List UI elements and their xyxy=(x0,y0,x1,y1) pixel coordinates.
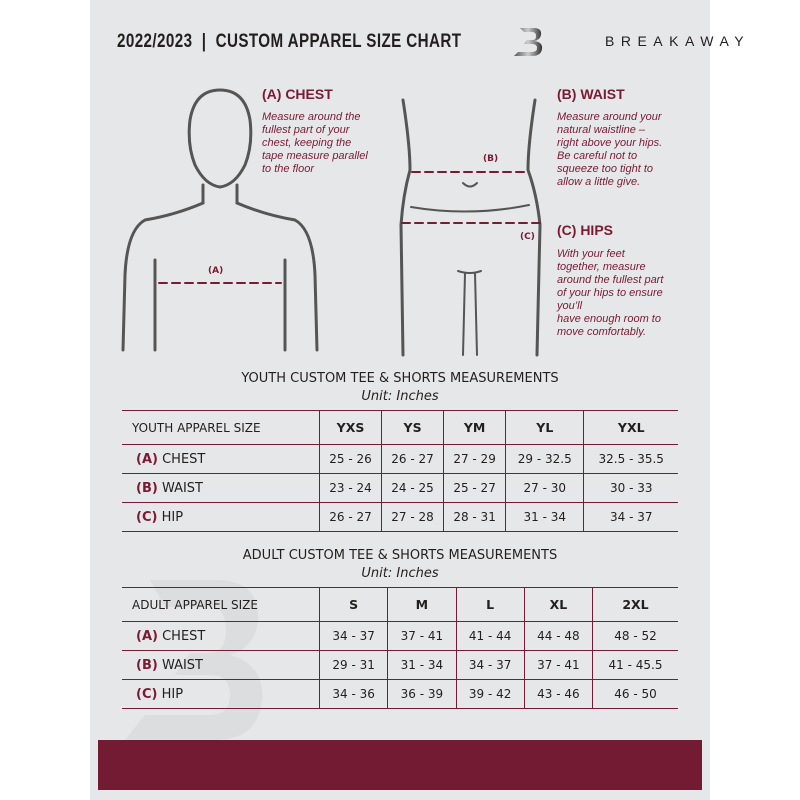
size-value-cell: 26 - 27 xyxy=(320,503,382,532)
size-value-cell: 32.5 - 35.5 xyxy=(584,445,678,474)
hips-description xyxy=(557,248,663,339)
size-value-cell: 25 - 27 xyxy=(444,474,506,503)
size-value-cell: 29 - 32.5 xyxy=(506,445,584,474)
size-value-cell: 37 - 41 xyxy=(388,622,456,651)
measurement-name: HIP xyxy=(161,509,184,525)
size-value-cell: 31 - 34 xyxy=(506,503,584,532)
measurement-name: HIP xyxy=(161,686,184,702)
size-value-cell: 31 - 34 xyxy=(388,651,456,680)
header-cell: M xyxy=(388,588,456,622)
table-row xyxy=(122,622,678,651)
size-value-cell: 41 - 45.5 xyxy=(593,651,679,680)
size-value-cell: 48 - 52 xyxy=(593,622,679,651)
hips-heading: (C) HIPS xyxy=(557,222,613,238)
desc-line: to the floor xyxy=(262,163,314,175)
chest-marker: (A) xyxy=(208,266,224,276)
youth-size-table xyxy=(122,410,678,532)
header-cell: L xyxy=(456,588,524,622)
size-value-cell: 29 - 31 xyxy=(320,651,388,680)
size-value-cell: 39 - 42 xyxy=(456,680,524,709)
chest-heading: (A) CHEST xyxy=(262,86,333,102)
header-cell: YL xyxy=(506,411,584,445)
size-value-cell: 44 - 48 xyxy=(524,622,592,651)
desc-line: together, measure xyxy=(557,261,646,273)
size-value-cell: 25 - 26 xyxy=(320,445,382,474)
measurement-label xyxy=(122,474,320,503)
size-value-cell: 37 - 41 xyxy=(524,651,592,680)
youth-section-title: YOUTH CUSTOM TEE & SHORTS MEASUREMENTS xyxy=(241,371,559,386)
youth-unit: Unit: Inches xyxy=(361,389,439,404)
measurement-name: WAIST xyxy=(161,657,204,673)
footer-bar xyxy=(98,740,702,790)
size-value-cell: 24 - 25 xyxy=(382,474,444,503)
size-value-cell: 28 - 31 xyxy=(444,503,506,532)
desc-line: allow a little give. xyxy=(557,176,641,188)
desc-line: have enough room to xyxy=(557,313,661,325)
adult-size-table xyxy=(122,587,678,709)
size-value-cell: 27 - 29 xyxy=(444,445,506,474)
chest-description xyxy=(262,111,368,176)
table-row xyxy=(122,651,678,680)
table-header-row xyxy=(122,411,678,445)
size-value-cell: 34 - 36 xyxy=(320,680,388,709)
measurement-label xyxy=(122,445,320,474)
measurement-code: (C) xyxy=(136,686,158,702)
torso-figure xyxy=(395,95,550,355)
measurement-name: CHEST xyxy=(162,628,206,644)
table-row xyxy=(122,680,678,709)
measurement-name: CHEST xyxy=(162,451,206,467)
header-cell: YXL xyxy=(584,411,678,445)
header-cell: S xyxy=(320,588,388,622)
hips-marker: (C) xyxy=(520,232,535,242)
waist-description xyxy=(557,111,662,189)
size-value-cell: 23 - 24 xyxy=(320,474,382,503)
desc-line: fullest part of your xyxy=(262,124,350,136)
measurement-label xyxy=(122,680,320,709)
desc-line: chest, keeping the xyxy=(262,137,352,149)
size-chart-page xyxy=(90,0,751,800)
waist-heading: (B) WAIST xyxy=(557,86,625,102)
desc-line: natural waistline – xyxy=(557,124,646,136)
measurement-name: WAIST xyxy=(161,480,204,496)
header-cell: 2XL xyxy=(593,588,679,622)
adult-section-title: ADULT CUSTOM TEE & SHORTS MEASUREMENTS xyxy=(242,548,558,563)
size-value-cell: 30 - 33 xyxy=(584,474,678,503)
waist-marker: (B) xyxy=(483,154,499,164)
desc-line: Measure around your xyxy=(557,111,662,123)
size-value-cell: 27 - 28 xyxy=(382,503,444,532)
desc-line: squeeze too tight to xyxy=(557,163,654,175)
measurement-label xyxy=(122,622,320,651)
desc-line: you’ll xyxy=(557,300,583,312)
desc-line: move comfortably. xyxy=(557,326,647,338)
adult-unit: Unit: Inches xyxy=(361,566,439,581)
table-row xyxy=(122,474,678,503)
measurement-code: (B) xyxy=(136,480,158,496)
table-header-row xyxy=(122,588,678,622)
desc-line: right above your hips. xyxy=(557,137,663,149)
header-cell: YXS xyxy=(320,411,382,445)
size-value-cell: 34 - 37 xyxy=(320,622,388,651)
size-value-cell: 46 - 50 xyxy=(593,680,679,709)
desc-line: With your feet xyxy=(557,248,625,260)
size-value-cell: 26 - 27 xyxy=(382,445,444,474)
measurement-code: (A) xyxy=(136,628,158,644)
page-title: 2022/2023 | CUSTOM APPAREL SIZE CHART xyxy=(117,31,462,52)
header-cell: ADULT APPAREL SIZE xyxy=(122,588,320,622)
size-value-cell: 43 - 46 xyxy=(524,680,592,709)
size-value-cell: 27 - 30 xyxy=(506,474,584,503)
measurement-code: (C) xyxy=(136,509,158,525)
header-cell: YS xyxy=(382,411,444,445)
table-row xyxy=(122,503,678,532)
size-value-cell: 34 - 37 xyxy=(584,503,678,532)
desc-line: of your hips to ensure xyxy=(557,287,663,299)
measurement-label xyxy=(122,651,320,680)
desc-line: tape measure parallel xyxy=(262,150,368,162)
breakaway-logo-icon xyxy=(510,25,546,59)
desc-line: Measure around the xyxy=(262,111,361,123)
size-value-cell: 34 - 37 xyxy=(456,651,524,680)
brand-name: BREAKAWAY xyxy=(605,33,751,49)
size-value-cell: 41 - 44 xyxy=(456,622,524,651)
measurement-code: (A) xyxy=(136,451,158,467)
measurement-code: (B) xyxy=(136,657,158,673)
header-cell: YM xyxy=(444,411,506,445)
desc-line: around the fullest part xyxy=(557,274,664,286)
header-cell: XL xyxy=(524,588,592,622)
table-row xyxy=(122,445,678,474)
header-cell: YOUTH APPAREL SIZE xyxy=(122,411,320,445)
desc-line: Be careful not to xyxy=(557,150,638,162)
measurement-label xyxy=(122,503,320,532)
size-value-cell: 36 - 39 xyxy=(388,680,456,709)
